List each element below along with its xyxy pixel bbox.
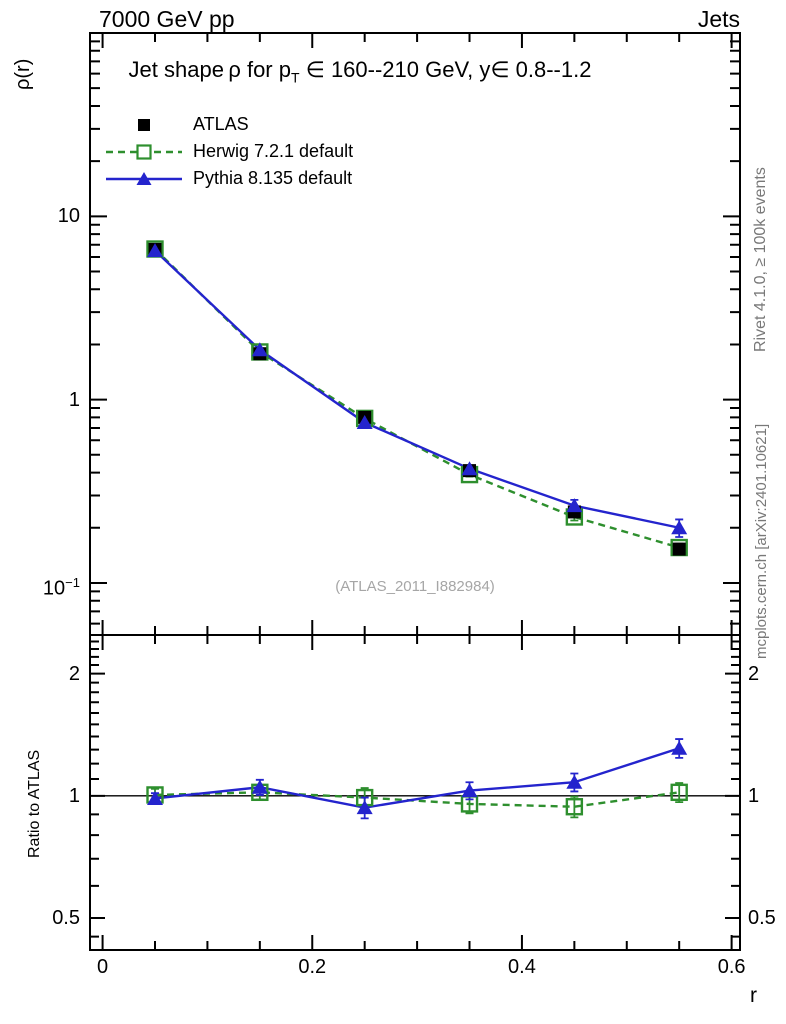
mcplots-reference-note: mcplots.cern.ch [arXiv:2401.10621] bbox=[753, 423, 770, 659]
legend-label: ATLAS bbox=[193, 114, 249, 134]
legend-marker bbox=[104, 143, 184, 161]
ratio-y-tick-label-right: 2 bbox=[748, 662, 760, 685]
plot-title-subscript: T bbox=[291, 69, 300, 86]
x-tick-label: 0.6 bbox=[717, 956, 746, 978]
series-line-main-2 bbox=[155, 251, 679, 528]
ratio-y-tick-label-left: 1 bbox=[68, 784, 80, 807]
legend-label: Pythia 8.135 default bbox=[193, 168, 353, 188]
rivet-version-note: Rivet 4.1.0, ≥ 100k events bbox=[752, 167, 769, 352]
x-tick-label: 0 bbox=[97, 956, 109, 978]
legend-item-herwig-7-2-1-default bbox=[104, 138, 353, 165]
marker-filled-triangle bbox=[566, 498, 582, 512]
ratio-y-tick-label-right: 1 bbox=[748, 784, 760, 807]
legend-item-pythia-8-135-default bbox=[104, 165, 353, 192]
ratio-y-tick-label-left: 2 bbox=[68, 662, 80, 685]
marker-filled-triangle bbox=[671, 741, 687, 755]
plot-title bbox=[125, 57, 595, 85]
plot-title-text: ∈ 160--210 GeV, y∈ 0.8--1.2 bbox=[299, 57, 592, 82]
main-y-axis-title: ρ(r) bbox=[12, 58, 34, 90]
marker-filled-square bbox=[673, 543, 686, 556]
ratio-y-axis-title: Ratio to ATLAS bbox=[26, 749, 43, 858]
legend-marker bbox=[104, 116, 184, 134]
main-y-tick-label: 1 bbox=[68, 388, 80, 411]
x-tick-label: 0.2 bbox=[298, 956, 327, 978]
ratio-y-tick-label-right: 0.5 bbox=[748, 907, 776, 929]
legend-item-atlas bbox=[104, 111, 353, 138]
legend-label: Herwig 7.2.1 default bbox=[193, 141, 354, 161]
x-tick-label: 0.4 bbox=[508, 956, 536, 978]
legend-marker bbox=[104, 170, 184, 188]
analysis-id-watermark: (ATLAS_2011_I882984) bbox=[335, 578, 495, 595]
x-axis-title: r bbox=[750, 984, 757, 1007]
beam-energy-label: 7000 GeV pp bbox=[99, 6, 235, 32]
ratio-frame bbox=[90, 635, 740, 950]
series-line-main-1 bbox=[155, 249, 679, 548]
series-line-ratio-2 bbox=[155, 748, 679, 807]
main-y-tick-label: 10 bbox=[57, 205, 80, 228]
legend bbox=[104, 111, 353, 192]
plot-title-text: Jet shape ρ for p bbox=[128, 57, 291, 82]
ratio-y-tick-label-left: 0.5 bbox=[52, 907, 80, 929]
main-y-tick-label: $10^{-1}$ bbox=[42, 574, 80, 600]
analysis-group-label: Jets bbox=[697, 6, 740, 32]
